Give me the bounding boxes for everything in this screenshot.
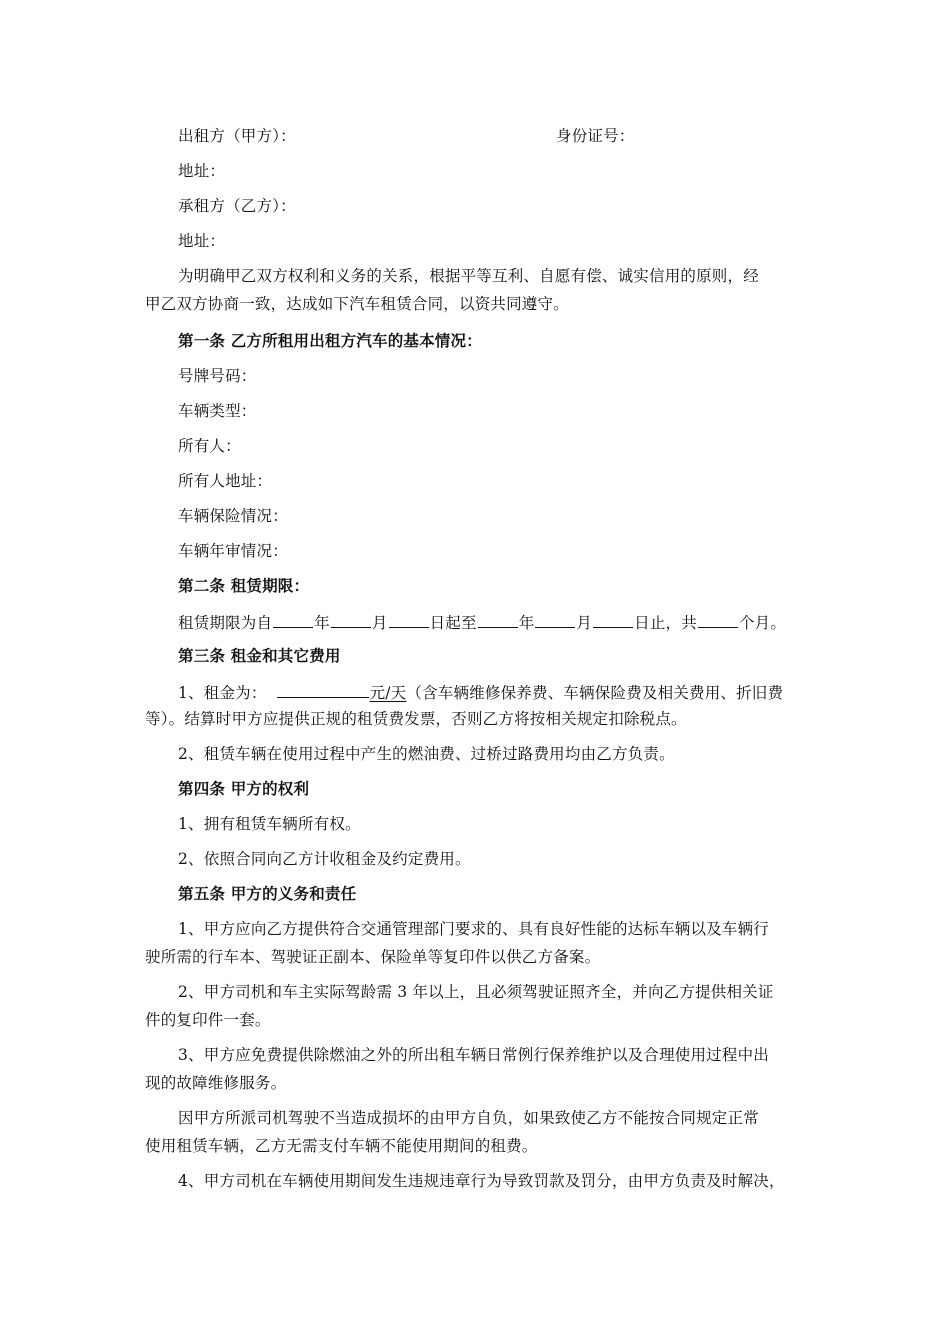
start-year-text: 年 — [314, 614, 330, 632]
duty-3-line-2: 现的故障维修服务。 — [145, 1074, 287, 1092]
owner-address-label: 所有人地址： — [178, 472, 273, 490]
lessor-address-label: 地址： — [178, 162, 226, 180]
id-number-label: 身份证号： — [556, 127, 635, 145]
duty-2-line-1: 2、甲方司机和车主实际驾龄需 3 年以上，且必须驾驶证照齐全，并向乙方提供相关证 — [178, 983, 774, 1001]
end-month-blank — [535, 611, 575, 628]
lease-term-from-text: 租赁期限为自 — [178, 614, 273, 632]
lessee-address-label: 地址： — [178, 232, 226, 250]
duty-1-line-1: 1、甲方应向乙方提供符合交通管理部门要求的、具有良好性能的达标车辆以及车辆行 — [178, 920, 769, 938]
months-text: 个月。 — [738, 614, 787, 632]
owner-label: 所有人： — [178, 437, 241, 455]
billing-clause: 2、依照合同向乙方计收租金及约定费用。 — [178, 850, 471, 868]
article-4-heading: 第四条 甲方的权利 — [178, 779, 310, 798]
rent-prefix: 1、租金为： — [178, 684, 267, 702]
lessor-label: 出租方（甲方）： — [178, 127, 296, 145]
rent-line-1 — [178, 681, 783, 703]
start-day-blank — [389, 611, 429, 628]
end-year-text: 年 — [518, 614, 535, 632]
plate-number-label: 号牌号码： — [178, 367, 257, 385]
months-blank — [698, 611, 738, 628]
start-month-blank — [331, 611, 371, 628]
fuel-toll-clause: 2、租赁车辆在使用过程中产生的燃油费、过桥过路费用均由乙方负责。 — [178, 745, 675, 763]
ownership-clause: 1、拥有租赁车辆所有权。 — [178, 815, 361, 833]
rent-line-2: 等）。结算时甲方应提供正规的租赁费发票，否则乙方将按相关规定扣除税点。 — [145, 710, 687, 728]
insurance-status-label: 车辆保险情况： — [178, 507, 288, 525]
end-year-blank — [478, 611, 518, 628]
lessee-label: 承租方（乙方）： — [178, 197, 296, 215]
end-month-text: 月 — [576, 614, 593, 632]
lease-term-line — [178, 611, 786, 633]
article-1-heading: 第一条 乙方所租用出租方汽车的基本情况： — [178, 331, 482, 350]
rent-unit: 元/天 — [369, 684, 407, 702]
end-day-blank — [593, 611, 633, 628]
damage-clause-line-1: 因甲方所派司机驾驶不当造成损坏的由甲方自负，如果致使乙方不能按合同规定正常 — [178, 1109, 759, 1127]
article-5-heading: 第五条 甲方的义务和责任 — [178, 884, 357, 903]
damage-clause-line-2: 使用租赁车辆，乙方无需支付车辆不能使用期间的租费。 — [145, 1137, 538, 1155]
duty-4-line-1: 4、甲方司机在车辆使用期间发生违规违章行为导致罚款及罚分，由甲方负责及时解决， — [178, 1172, 785, 1190]
annual-inspection-label: 车辆年审情况： — [178, 542, 288, 560]
article-3-heading: 第三条 租金和其它费用 — [178, 646, 341, 665]
duty-3-line-1: 3、甲方应免费提供除燃油之外的所出租车辆日常例行保养维护以及合理使用过程中出 — [178, 1046, 769, 1064]
intro-line-2: 甲乙双方协商一致，达成如下汽车租赁合同，以资共同遵守。 — [145, 295, 569, 313]
start-month-text: 月 — [371, 614, 388, 632]
duty-1-line-2: 驶所需的行车本、驾驶证正副本、保险单等复印件以供乙方备案。 — [145, 948, 601, 966]
end-day-total-text: 日止，共 — [634, 614, 697, 632]
rent-details: （含车辆维修保养费、车辆保险费及相关费用、折旧费 — [406, 684, 784, 702]
article-2-heading: 第二条 租赁期限： — [178, 576, 310, 595]
vehicle-type-label: 车辆类型： — [178, 402, 257, 420]
duty-2-line-2: 件的复印件一套。 — [145, 1011, 271, 1029]
start-day-to-text: 日起至 — [429, 614, 477, 632]
intro-line-1: 为明确甲乙双方权利和义务的关系，根据平等互利、自愿有偿、诚实信用的原则，经 — [178, 267, 759, 285]
start-year-blank — [273, 611, 313, 628]
rent-amount-blank — [277, 681, 369, 698]
